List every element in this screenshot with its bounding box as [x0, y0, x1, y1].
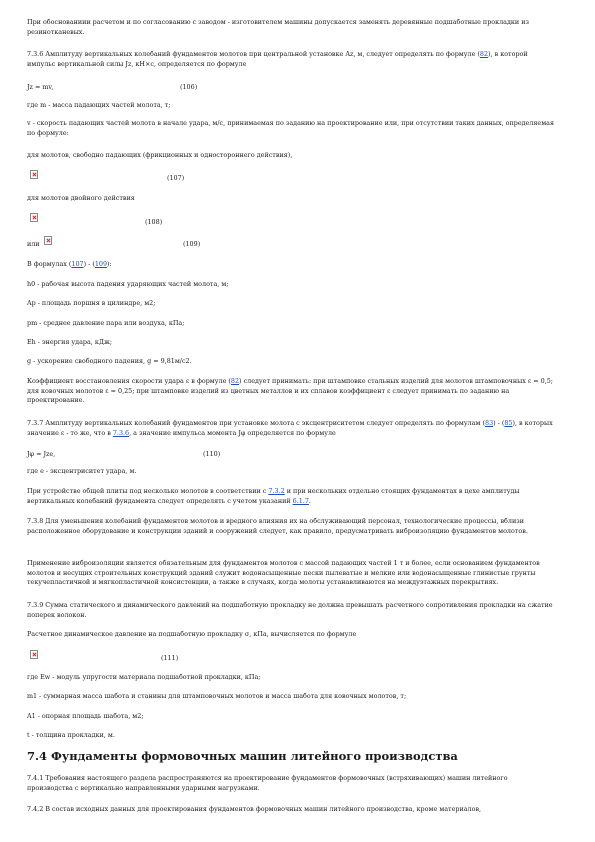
paragraph-7-4-2: 7.4.2 В состав исходных данных для проектирования фундаментов формовочных машин литейного производства, кроме материалов,	[27, 805, 482, 813]
link-formula-85[interactable]: 85	[504, 419, 513, 427]
formula-111-image	[30, 650, 38, 659]
paragraph-t: t - толщина прокладки, м.	[27, 731, 115, 739]
link-section-7-3-6[interactable]: 7.3.6	[112, 428, 130, 437]
formula-108-image	[30, 213, 38, 222]
paragraph-eh: Eh - энергия удара, кДж;	[27, 338, 113, 346]
text: .	[308, 496, 311, 505]
paragraph-restitution-coefficient	[27, 377, 555, 406]
paragraph-m1: m1 - суммарная масса шабота и станины для штамповочных молотов и масса шабота для ковочных молотов, т;	[27, 692, 407, 700]
link-formula-109[interactable]: 109	[94, 260, 108, 268]
paragraph-double-action: для молотов двойного действия	[27, 194, 135, 202]
formula-number-109: (109)	[183, 240, 201, 248]
formula-109-image	[44, 236, 52, 245]
text: ) - (	[493, 419, 505, 427]
link-formula-107[interactable]: 107	[71, 260, 84, 268]
text: 7.3.7 Амплитуду вертикальных колебаний фундаментов при установке молота с эксцентриситетом следует определять по формулам (	[27, 419, 485, 427]
formula-110	[27, 450, 555, 460]
formula-107-image	[30, 170, 38, 179]
paragraph-7-3-8: 7.3.8 Для уменьшения колебаний фундаментов молотов и вредного влияния их на обслуживающий персонал, технологические процессы, вблизи расположенное оборудование и конструкции зданий и сооружений следует, как правило, предусматривать виброизоляцию фундаментов молотов.	[27, 517, 528, 535]
link-section-6-1-7[interactable]: 6.1.7	[292, 496, 309, 505]
text: При устройстве общей плиты под несколько молотов в соответствии с	[27, 487, 269, 495]
paragraph-a1: A1 - опорная площадь шабота, м2;	[27, 712, 144, 720]
text: В формулах (	[27, 260, 72, 268]
paragraph-vibration-isolation: Применение виброизоляции является обязательным для фундаментов молотов с массой падающих частей 1 т и более, если основанием фундаментов молотов и несущих строительных конструкций зданий служит водонасыщенные пески пылеватые и мелкие или водонасыщенные глинистые грунты текучепластичной и мягкопластичной консистенции, а также в случаях, когда молоты устанавливаются на междуэтажных перекрытиях.	[27, 559, 540, 587]
paragraph-velocity: v - скорость падающих частей молота в начале удара, м/с, принимаемая по заданию на проектирование или, при отсутствии таких данных, определяемая по формуле:	[27, 119, 555, 137]
paragraph-g: g - ускорение свободного падения, g = 9,81м/с2.	[27, 357, 192, 365]
paragraph-7-3-6	[27, 50, 555, 69]
formula-number-110: (110)	[203, 450, 221, 458]
text: и при нескольких отдельно стоящих фундаментах в цехе амплитуды вертикальных колебаний фундамента следует определять с учетом указаний	[27, 487, 520, 505]
paragraph-free-fall: для молотов, свободно падающих (фрикционных и одностороннего действия),	[27, 151, 293, 159]
text: ), в которой импульс вертикальной силы Jz, кН×с, определяется по формуле	[27, 50, 528, 68]
formula-number-106: (106)	[180, 83, 198, 91]
paragraph-cushion-replacement: При обоснованиии расчетом и по согласованию с заводом - изготовителем машины допускается заменять деревянные подшаботные прокладки из резинотканевых.	[27, 18, 529, 36]
link-formula-83[interactable]: 83	[485, 419, 494, 427]
paragraph-7-3-9: 7.3.9 Сумма статического и динамического давлений на подшаботную прокладку не должна превышать расчетного сопротивления прокладки на сжатие поперек волокон.	[27, 601, 553, 619]
paragraph-ew: где Ew - модуль упругости материала подшаботной прокладки, кПа;	[27, 673, 261, 681]
paragraph-mass: где m - масса падающих частей молота, т;	[27, 101, 171, 109]
text: ):	[107, 260, 112, 268]
paragraph-7-3-7	[27, 419, 555, 438]
formula-106	[27, 83, 555, 93]
text: ), в которых значение ε - то же, что в	[27, 419, 553, 437]
link-formula-82[interactable]: 82	[230, 377, 240, 385]
paragraph-dynamic-pressure: Расчетное динамическое давление на подшаботную прокладку σ, кПа, вычисляется по формуле	[27, 630, 357, 638]
text: Коэффициент восстановления скорости удара ε в формуле (	[27, 377, 231, 385]
text: ) следует принимать: при штамповке стальных изделий для молотов штамповочных ε = 0,5; для ковочных молотов ε = 0,25; при штамповке изделий из цветных металлов и их сплавов коэффициент ε следует принимать по заданию на проектирование.	[27, 377, 553, 405]
text: ) - (	[83, 260, 95, 268]
formula-number-108: (108)	[145, 218, 163, 226]
formula-number-111: (111)	[161, 654, 179, 662]
paragraph-in-formulas	[27, 260, 555, 270]
formula-number-107: (107)	[167, 174, 185, 182]
formula-text: Jφ = Jze,	[27, 450, 56, 458]
section-heading-7-4: 7.4 Фундаменты формовочных машин литейного производства	[27, 749, 458, 763]
link-section-7-3-2[interactable]: 7.3.2	[268, 487, 285, 495]
paragraph-pm: pm - среднее давление пара или воздуха, кПа;	[27, 319, 185, 327]
paragraph-eccentricity: где e - эксцентриситет удара, м.	[27, 467, 137, 475]
paragraph-common-plate	[27, 487, 555, 506]
paragraph-or	[27, 240, 555, 250]
text: 7.3.6 Амплитуду вертикальных колебаний фундаментов молотов при центральной установке Az, м, следует определять по формуле (	[27, 50, 480, 58]
paragraph-7-4-1: 7.4.1 Требования настоящего раздела распространяются на проектирование фундаментов формовочных (встряхивающих) машин литейного производства с вертикально направленными ударными нагрузками.	[27, 774, 508, 792]
paragraph-ap: Ap - площадь поршня в цилиндре, м2;	[27, 299, 156, 307]
text: , а значение импульса момента Jφ определяется по формуле	[129, 428, 336, 437]
text: или	[27, 240, 40, 248]
paragraph-h0: h0 - рабочая высота падения ударяющих частей молота, м;	[27, 280, 229, 288]
formula-text: Jz = mv,	[27, 83, 54, 91]
link-formula-82[interactable]: 82	[479, 50, 489, 58]
